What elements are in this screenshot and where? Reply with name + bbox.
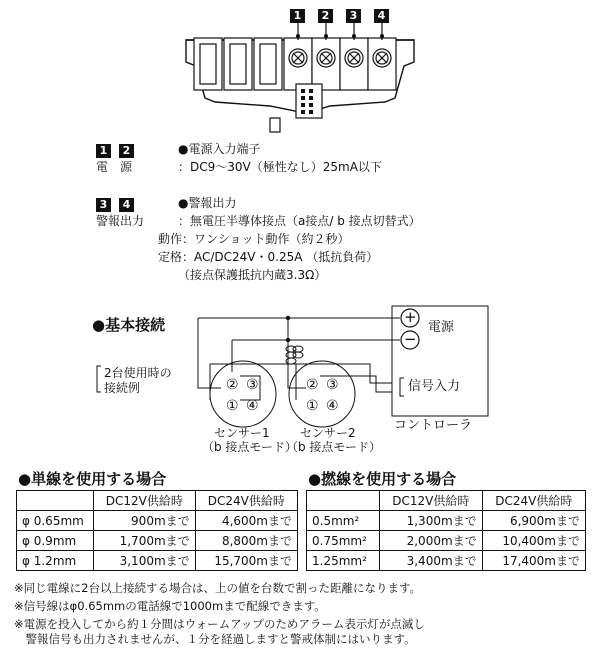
- plus-sign: +: [404, 308, 417, 326]
- table-cell: 0.5mm²: [307, 511, 380, 531]
- table-row: [17, 511, 298, 531]
- table-row: [307, 511, 586, 531]
- alarm-line: 定格：AC/DC24V・0.25A （抵抗負荷）: [158, 250, 379, 264]
- table-cell: 17,400mまで: [482, 551, 585, 571]
- table-cell: 1,700mまで: [94, 531, 196, 551]
- alarm-title: ●警報出力: [178, 196, 237, 210]
- power-title: ●電源入力端子: [178, 142, 261, 156]
- sensor2-term: ③: [326, 377, 339, 393]
- table-header: [17, 491, 94, 511]
- table-cell: 1.25mm²: [307, 551, 380, 571]
- table-cell: 6,900mまで: [482, 511, 585, 531]
- sensor1-term: ①: [226, 398, 239, 414]
- power-spec: ：DC9〜30V（極性なし）25mA以下: [178, 160, 382, 174]
- stranded-wire-table: [306, 490, 586, 571]
- example-label: 接続例: [104, 381, 141, 395]
- alarm-line: （接点保護抵抗内蔵3.3Ω）: [178, 268, 327, 282]
- table-cell: 3,100mまで: [94, 551, 196, 571]
- alarm-label: 警報出力: [96, 214, 145, 228]
- table-cell: 2,000mまで: [380, 531, 483, 551]
- table-header: DC24V供給時: [195, 491, 297, 511]
- diagram-title: ●基本接続: [92, 316, 166, 334]
- table-cell: φ 0.9mm: [17, 531, 94, 551]
- terminal-number: 2: [318, 9, 333, 23]
- table-header: DC12V供給時: [94, 491, 196, 511]
- sensor1-term: ④: [246, 398, 259, 414]
- sensor2-term: ①: [306, 398, 319, 414]
- terminal-number: 1: [290, 9, 305, 23]
- sensor2-term: ②: [306, 377, 319, 393]
- terminal-number: 3: [346, 9, 361, 23]
- power-num: 1: [96, 144, 111, 158]
- stranded-wire-title: ●撚線を使用する場合: [308, 470, 457, 488]
- table-cell: φ 0.65mm: [17, 511, 94, 531]
- alarm-num: 3: [96, 198, 111, 212]
- sensor2-circle: [289, 361, 355, 427]
- single-wire-title: ●単線を使用する場合: [18, 470, 167, 488]
- sensor2-term: ④: [326, 398, 339, 414]
- note: ※信号線はφ0.65mmの電話線で1000mまで配線できます。: [14, 599, 326, 613]
- alarm-line: 動作：ワンショット動作（約２秒）: [158, 232, 350, 246]
- table-row: [17, 551, 298, 571]
- note: ※電源を投入してから約１分間はウォームアップのためアラーム表示灯が点滅し: [14, 617, 425, 631]
- table-cell: 4,600mまで: [195, 511, 297, 531]
- alarm-num: 4: [119, 198, 134, 212]
- table-cell: 10,400mまで: [482, 531, 585, 551]
- power-section: [96, 143, 138, 158]
- controller-label: コントローラ: [394, 418, 473, 433]
- power-label: 電 源: [96, 160, 133, 174]
- alarm-section: [96, 197, 138, 212]
- sensor1-mode: （b 接点モード）: [202, 440, 297, 454]
- table-cell: φ 1.2mm: [17, 551, 94, 571]
- power-num: 2: [119, 144, 134, 158]
- table-header: DC12V供給時: [380, 491, 483, 511]
- minus-sign: −: [404, 330, 417, 348]
- note: ※同じ電線に2台以上接続する場合は、上の値を台数で割った距離になります。: [14, 581, 422, 595]
- table-header: DC24V供給時: [482, 491, 585, 511]
- table-row: [307, 531, 586, 551]
- table-cell: 8,800mまで: [195, 531, 297, 551]
- table-cell: 3,400mまで: [380, 551, 483, 571]
- table-row: [307, 551, 586, 571]
- sensor1-term: ②: [226, 377, 239, 393]
- single-wire-table: [16, 490, 298, 571]
- terminal-numbers: [290, 9, 400, 25]
- alarm-line: ：無電圧半導体接点（a接点/ b 接点切替式）: [178, 214, 421, 228]
- sensor2-label: センサー2: [300, 426, 356, 440]
- screw-terminals: [284, 38, 396, 90]
- sensor1-label: センサー1: [214, 426, 270, 440]
- table-header: [307, 491, 380, 511]
- terminal-number: 4: [374, 9, 389, 23]
- signal-input-label: 信号入力: [408, 379, 461, 394]
- table-cell: 1,300mまで: [380, 511, 483, 531]
- example-label: 2台使用時の: [104, 366, 172, 380]
- table-cell: 15,700mまで: [195, 551, 297, 571]
- sensor1-term: ③: [246, 377, 259, 393]
- sensor1-circle: [210, 361, 276, 427]
- table-cell: 900mまで: [94, 511, 196, 531]
- sensor2-mode: （b 接点モード）: [286, 440, 381, 454]
- table-row: [17, 531, 298, 551]
- power-label-diagram: 電源: [428, 320, 455, 335]
- note: 警報信号も出力されませんが、１分を経過しますと警戒体制にはいります。: [14, 632, 416, 646]
- table-cell: 0.75mm²: [307, 531, 380, 551]
